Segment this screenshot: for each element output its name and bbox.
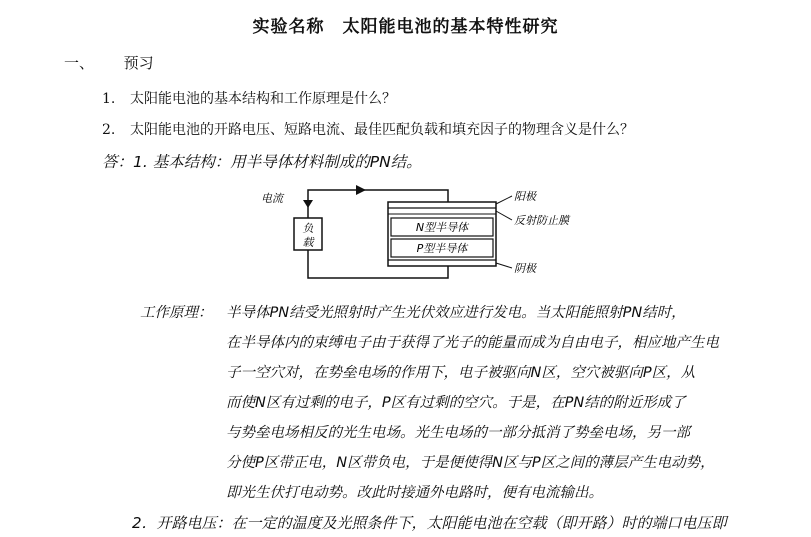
principle-line: 分使P区带正电，N区带负电，于是便使得N区与P区之间的薄层产生电动势， (226, 455, 715, 471)
answer-structure-line: 答：1. 基本结构：用半导体材料制成的PN结。 (102, 153, 422, 171)
document-title: 实验名称 太阳能电池的基本特性研究 (252, 17, 559, 37)
anode-label: 阳极 (514, 190, 536, 203)
film-label: 反射防止膜 (514, 214, 569, 227)
question-text: 太阳能电池的开路电压、短路电流、最佳匹配负载和填充因子的物理含义是什么？ (130, 122, 634, 138)
question-number: 1. (102, 91, 116, 107)
pn-junction-diagram (250, 178, 569, 288)
principle-label: 工作原理： (140, 305, 213, 321)
current-direction-icon (303, 200, 313, 208)
principle-line: 子一空穴对，在势垒电场的作用下，电子被驱向N区，空穴被驱向P区，从 (226, 365, 696, 381)
p-layer-label: P型半导体 (416, 242, 468, 255)
principle-line: 与势垒电场相反的光生电场。光生电场的一部分抵消了势垒电场，另一部 (226, 425, 690, 441)
question-text: 太阳能电池的基本结构和工作原理是什么？ (130, 91, 396, 107)
question-1 (102, 88, 396, 108)
load-label-top: 负 (302, 222, 314, 235)
current-label: 电流 (261, 192, 283, 205)
cathode-label: 阴极 (514, 262, 536, 275)
section-heading (64, 52, 154, 73)
question-number: 2. (102, 122, 116, 138)
current-arrow-icon (356, 185, 366, 195)
n-layer-label: N型半导体 (415, 221, 469, 234)
load-label-bottom: 载 (302, 236, 314, 249)
principle-line: 即光生伏打电动势。改此时接通外电路时，便有电流输出。 (226, 485, 603, 501)
principle-line: 半导体PN结受光照射时产生光伏效应进行发电。当太阳能照射PN结时， (226, 305, 686, 321)
answer-open-circuit-line: 2．开路电压：在一定的温度及光照条件下，太阳能电池在空载（即开路）时的端口电压即 (132, 514, 727, 532)
section-number: 一、 (64, 54, 95, 72)
section-label: 预习 (123, 54, 154, 72)
principle-line: 在半导体内的束缚电子由于获得了光子的能量而成为自由电子，相应地产生电 (226, 335, 719, 351)
principle-line: 而使N区有过剩的电子，P区有过剩的空穴。于是，在PN结的附近形成了 (226, 395, 686, 411)
question-2 (102, 119, 634, 139)
